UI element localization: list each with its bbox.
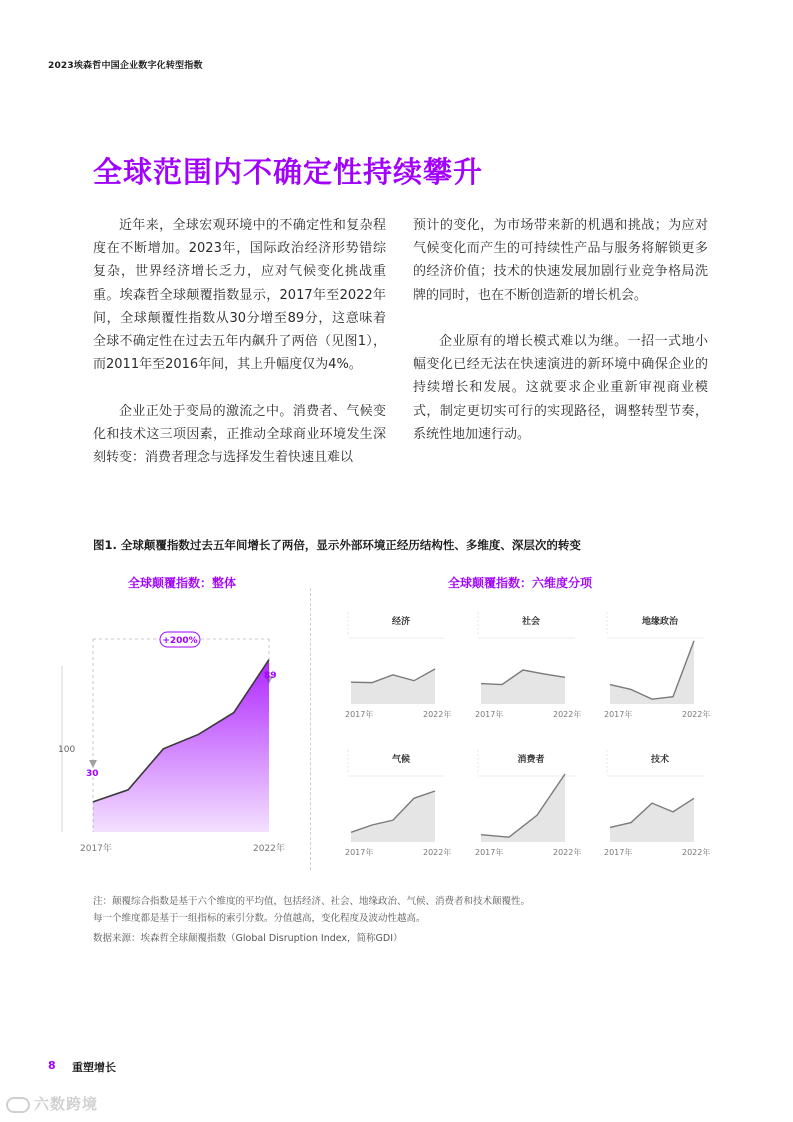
figure-note bbox=[93, 893, 530, 947]
watermark-text: 六数跨境 bbox=[34, 1095, 99, 1113]
dimension-x-end: 2022年 bbox=[682, 710, 711, 719]
dimension-area bbox=[610, 798, 694, 842]
page-title: 全球范围内不确定性持续攀升 bbox=[93, 155, 484, 189]
dimension-x-start: 2017年 bbox=[604, 710, 633, 719]
page-number: 8 bbox=[48, 1059, 56, 1072]
body-left-column bbox=[93, 214, 386, 469]
dimension-x-end: 2022年 bbox=[553, 710, 582, 719]
dimension-title: 气候 bbox=[391, 755, 411, 765]
dimension-x-start: 2017年 bbox=[345, 848, 374, 857]
watermark bbox=[6, 1093, 98, 1114]
dimension-title: 地缘政治 bbox=[641, 617, 679, 627]
watermark-logo-icon bbox=[6, 1097, 30, 1113]
dimension-title: 技术 bbox=[650, 755, 670, 765]
dimension-x-end: 2022年 bbox=[553, 848, 582, 857]
figure-title: 图1. 全球颠覆指数过去五年间增长了两倍，显示外部环境正经历结构性、多维度、深层次的转变 bbox=[93, 538, 581, 552]
body-paragraph: 预计的变化，为市场带来新的机遇和挑战；为应对气候变化而产生的可持续性产品与服务将解锁更多的经济价值；技术的快速发展加剧行业竞争格局洗牌的同时，也在不断创造新的增长机会。 bbox=[413, 218, 708, 303]
body-right-column bbox=[413, 214, 708, 446]
dimension-x-end: 2022年 bbox=[423, 848, 452, 857]
dimension-area bbox=[351, 791, 435, 842]
body-paragraph: 企业正处于变局的激流之中。消费者、气候变化和技术这三项因素，正推动全球商业环境发生深刻转变：消费者理念与选择发生着快速且难以 bbox=[93, 403, 386, 466]
body-paragraph: 企业原有的增长模式难以为继。一招一式地小幅变化已经无法在快速演进的新环境中确保企业的持续增长和发展。这就要求企业重新审视商业模式，制定更切实可行的实现路径，调整转型节奏，系统性地加速行动。 bbox=[413, 334, 708, 442]
dimension-title: 社会 bbox=[521, 617, 541, 627]
dimension-x-end: 2022年 bbox=[682, 848, 711, 857]
dimension-chart-4 bbox=[345, 750, 457, 858]
dimension-chart-5 bbox=[475, 750, 587, 858]
note-line-1: 注：颠覆综合指数是基于六个维度的平均值，包括经济、社会、地缘政治、气候、消费者和技术颠覆性。 bbox=[93, 896, 531, 907]
dimension-x-start: 2017年 bbox=[604, 848, 633, 857]
overall-index-chart bbox=[50, 600, 305, 862]
dimension-chart-1 bbox=[345, 612, 457, 720]
start-arrow-icon bbox=[89, 760, 97, 768]
report-header: 2023埃森哲中国企业数字化转型指数 bbox=[48, 61, 203, 71]
note-line-2: 每一个维度都是基于一组指标的索引分数。分值越高，变化程度及波动性越高。 bbox=[93, 913, 426, 924]
chart-divider bbox=[310, 588, 311, 870]
dimension-title: 经济 bbox=[391, 617, 411, 627]
start-value-label: 30 bbox=[86, 769, 99, 779]
x-end-label: 2022年 bbox=[253, 844, 285, 854]
source-line: 数据来源：埃森哲全球颠覆指数（Global Disruption Index，简称GDI） bbox=[93, 933, 403, 944]
x-start-label: 2017年 bbox=[80, 844, 112, 854]
dimension-chart-2 bbox=[475, 612, 587, 720]
growth-badge-label: +200% bbox=[162, 636, 198, 646]
dimension-x-start: 2017年 bbox=[475, 710, 504, 719]
dimension-area bbox=[481, 774, 565, 842]
footer-section-title: 重塑增长 bbox=[72, 1061, 116, 1074]
dimension-chart-3 bbox=[604, 612, 716, 720]
dimension-x-start: 2017年 bbox=[345, 710, 374, 719]
dimension-chart-6 bbox=[604, 750, 716, 858]
y-reference-label: 100 bbox=[58, 745, 76, 755]
dimension-x-start: 2017年 bbox=[475, 848, 504, 857]
overall-chart-subtitle: 全球颠覆指数：整体 bbox=[128, 576, 237, 590]
body-paragraph: 近年来，全球宏观环境中的不确定性和复杂程度在不断增加。2023年，国际政治经济形势错综复杂，世界经济增长乏力，应对气候变化挑战重重。埃森哲全球颠覆指数显示，2017年至2022年间，全球颠覆性指数从30分增至89分，这意味着全球不确定性在过去五年内飙升了两倍（见图1），而2011年至2016年间，其上升幅度仅为4%。 bbox=[93, 218, 386, 373]
end-value-label: 89 bbox=[264, 671, 277, 681]
dimension-chart-subtitle: 全球颠覆指数：六维度分项 bbox=[448, 576, 593, 590]
overall-area-fill bbox=[93, 660, 269, 832]
dimension-x-end: 2022年 bbox=[423, 710, 452, 719]
dimension-title: 消费者 bbox=[517, 755, 545, 765]
